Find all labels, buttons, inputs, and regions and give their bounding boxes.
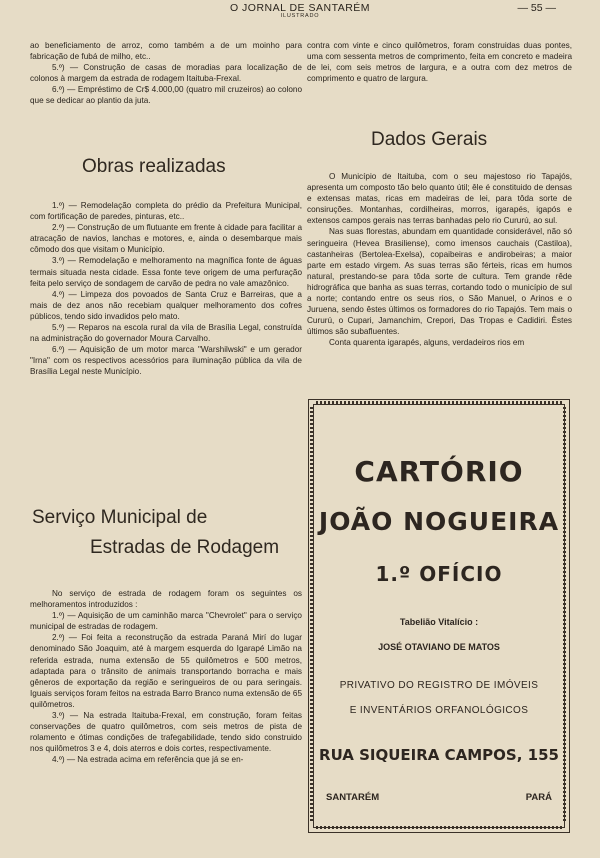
obras-item: 5.º) — Reparos na escola rural da vila de Brasília Legal, construída na administração do governador Moura Carvalho. bbox=[30, 323, 302, 344]
left-column-intro bbox=[30, 40, 302, 107]
ad-top-ornament bbox=[316, 401, 562, 404]
ad-city: SANTARÉM bbox=[326, 792, 380, 803]
obras-item: 3.º) — Remodelação e melhoramento na magnífica fonte de águas termais situada nesta cidade. Essa fonte teve origem de uma perfuração feita pelo serviço de sondagem de carvão de pedra no vale amazônico. bbox=[30, 256, 302, 288]
intro-paragraph: 5.º) — Construção de casas de moradias para localização de colonos à margem da estrada de rodagem Itaituba-Frexal. bbox=[30, 63, 302, 84]
intro-paragraph: 6.º) — Empréstimo de Cr$ 4.000,00 (quatro mil cruzeiros) ao colono que se dedicar ao plantio da juta. bbox=[30, 85, 302, 106]
dados-paragraph: Conta quarenta igarapés, alguns, verdadeiros rios em bbox=[329, 338, 525, 348]
ad-address: RUA SIQUEIRA CAMPOS, 155 bbox=[319, 746, 559, 764]
right-column-intro bbox=[307, 40, 572, 84]
dados-paragraph: Nas suas florestas, abundam em quantidade considerável, não só seringueira (Hevea Brasiliense), como imensos cauchais (Castiloa), castanheiras (Bertolea-Exelsa), copaibeiras e andirobeiras; a maior parte em estado virgem. As suas terras são férteis, ricas em humos natural, prestando-se para tôda sorte de cultura. Tem grande rêde hidrográfica que banha as suas terras, cortando todo o município de sul a norte; contando entre os seus rios, o São Manuel, o Arinos e o Juruena, sendo êstes últimos os formadores do rio Tapajós. Tem mais o Cururú, o Cupari, Jamanchim, Crepori, Das Tropas e Cadidiri. Êstes últimos são subafluentes. bbox=[307, 227, 572, 337]
obras-list bbox=[30, 200, 302, 378]
servico-item: 4.º) — Na estrada acima em referência que já se en- bbox=[52, 755, 244, 765]
cartorio-advertisement bbox=[308, 399, 570, 833]
obras-item: 4.º) — Limpeza dos povoados de Santa Cruz e Barreiras, que a mais de dez anos não recebiam qualquer melhoramento dos cofres públicos, tendo sido invadidos pelo mato. bbox=[30, 289, 302, 321]
obras-item: 2.º) — Construção de um flutuante em frente à cidade para facilitar a atracação de navios, lanchas e motores, e, ainda o desembarque mais cômodo dos que visitam o Município. bbox=[30, 223, 302, 255]
page-header bbox=[0, 0, 600, 22]
intro-paragraph: contra com vinte e cinco quilômetros, foram construidas duas pontes, uma com sessenta metros de comprimento, feita em concreto e madeira de lei, com seis metros de largura, e a outra com dez metros de comprimento e quatro de largura. bbox=[307, 41, 572, 84]
servico-heading-line1: Serviço Municipal de bbox=[32, 507, 208, 528]
obras-heading: Obras realizadas bbox=[82, 156, 226, 177]
dados-heading: Dados Gerais bbox=[371, 129, 488, 150]
newspaper-title: O JORNAL DE SANTARÉM bbox=[229, 2, 371, 14]
page-number: — 55 — bbox=[517, 2, 556, 14]
servico-item: 2.º) — Foi feita a reconstrução da estrada Paraná Mirí do lugar denominado São Joaquim, até à margem esquerda do Igarapé Limão na referida estrada, numa extensão de 55 quilômetros e 500 metros, adaptada para o trânsito de animais transportando borracha e mais gêneros de exportação da região e seringueiros de ou para seringais. Iguais serviços foram feitos na estrada Barro Branco numa extensão de 65 quilômetros. bbox=[30, 633, 302, 709]
obras-item: 1.º) — Remodelação completa do prédio da Prefeitura Municipal, com fortificação de paredes, pinturas, etc.. bbox=[30, 201, 302, 222]
ad-joao-nogueira: JOÃO NOGUEIRA bbox=[318, 507, 560, 536]
servico-list bbox=[30, 588, 302, 766]
ad-tabeliao-name: JOSÉ OTAVIANO DE MATOS bbox=[378, 642, 500, 652]
servico-heading-line2: Estradas de Rodagem bbox=[90, 537, 280, 558]
ad-privativo-line2: E INVENTÁRIOS ORFANOLÓGICOS bbox=[349, 705, 529, 716]
ad-cartorio: CARTÓRIO bbox=[354, 455, 524, 488]
servico-item: 3.º) — Na estrada Itaituba-Frexal, em construção, foram feitas conservações de quatro quilômetros, com seis metros de pista de rolamento e ótimas condições de trafegabilidade, tendo sido construido nos quilômetros 3 e 4, dois aterros e dois cortes, respectivamente. bbox=[30, 711, 302, 754]
ad-bottom-ornament bbox=[316, 826, 562, 829]
ad-tabeliao-label: Tabelião Vitalício : bbox=[399, 617, 479, 627]
intro-paragraph: ao beneficiamento de arroz, como também a de um moinho para fabricação de fubá de milho, etc.. bbox=[30, 41, 302, 62]
ad-oficio: 1.º OFÍCIO bbox=[375, 562, 503, 586]
dados-paragraph: O Município de Itaituba, com o seu majestoso rio Tapajós, apresenta um composto tão belo quanto útil; êle é constituido de densas e extensas matas, ricas em madeiras de lei, para tôda sorte de consiruções. Montanhas, cordilheiras, morros, igarapés, igapós e extensos campos gerais nas terras banhadas pelo rio Cururú, ao sul. bbox=[307, 172, 572, 226]
ad-state: PARÁ bbox=[525, 792, 552, 803]
servico-item: 1.º) — Aquisição de um caminhão marca "Chevrolet" para o serviço municipal de estradas de rodagem. bbox=[30, 611, 302, 632]
obras-item: 6.º) — Aquisição de um motor marca "Warshilwski" e um gerador "Irna" com os respectivos acessórios para iluminação pública da vila de Brasília Legal neste Município. bbox=[30, 345, 302, 377]
newspaper-subtitle: ILUSTRADO bbox=[280, 13, 320, 19]
dados-text bbox=[307, 171, 572, 349]
ad-privativo-line1: PRIVATIVO DO REGISTRO DE IMÓVEIS bbox=[339, 680, 539, 691]
servico-intro: No serviço de estrada de rodagem foram os seguintes os melhoramentos introduzidos : bbox=[30, 589, 302, 610]
